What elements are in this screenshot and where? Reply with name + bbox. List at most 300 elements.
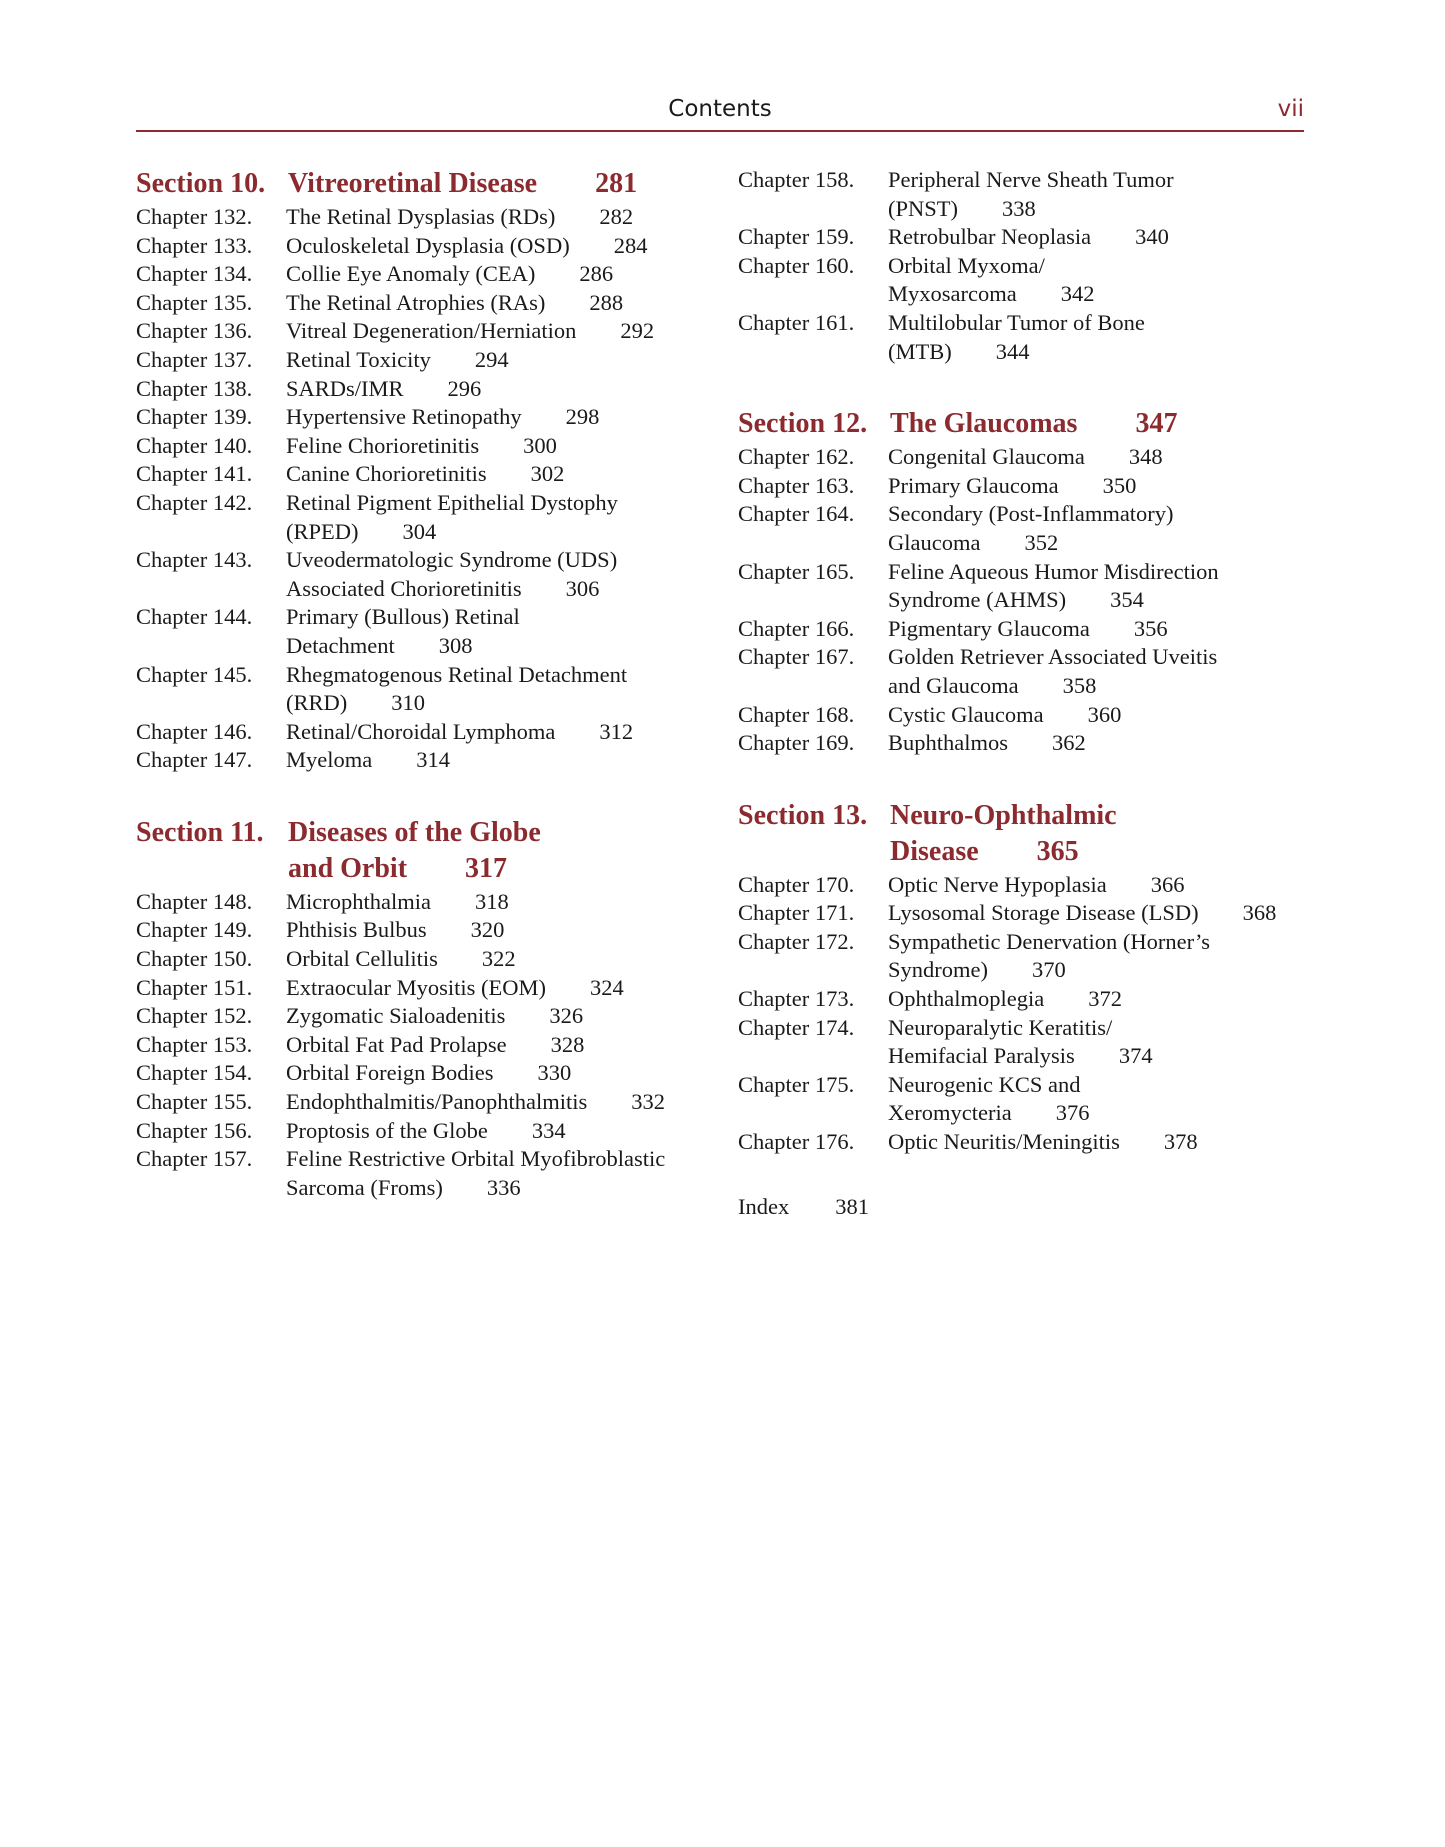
chapter-page-number: 332: [631, 1089, 665, 1115]
chapter-title: [888, 443, 1304, 472]
chapter-title: [286, 1088, 736, 1117]
title-text: Associated Chorioretinitis: [286, 575, 522, 601]
chapter-number: Chapter 173.: [738, 986, 855, 1012]
title-line: [888, 701, 1304, 730]
chapter-page-number: 314: [416, 747, 450, 773]
chapter-title: [888, 166, 1304, 223]
chapter-title: [888, 871, 1304, 900]
chapter-title: [286, 603, 736, 660]
chapter-number: Chapter 147.: [136, 747, 253, 773]
title-line: [286, 632, 736, 661]
chapter-page-number: 330: [537, 1060, 572, 1086]
title-text: SARDs/IMR: [286, 375, 404, 401]
toc-chapter-entry: [136, 460, 736, 489]
chapter-number: Chapter 137.: [136, 346, 253, 372]
title-text: and Glaucoma: [888, 672, 1019, 698]
title-line: [286, 489, 736, 518]
chapter-number: Chapter 166.: [738, 615, 855, 641]
toc-chapter-entry: [136, 432, 736, 461]
chapter-page-number: 304: [402, 518, 437, 544]
title-text: Feline Restrictive Orbital Myofibroblastic: [286, 1146, 666, 1172]
toc-chapter-entry: [738, 472, 1304, 501]
toc-index-entry: [738, 1193, 1304, 1222]
chapter-title: [888, 252, 1304, 309]
chapter-number: Chapter 149.: [136, 917, 253, 943]
chapter-title: [888, 643, 1304, 700]
chapter-title: [286, 1145, 736, 1202]
chapter-page-number: 376: [1055, 1100, 1090, 1126]
chapter-number: Chapter 157.: [136, 1146, 253, 1172]
title-line: [286, 888, 736, 917]
toc-section: [136, 815, 736, 1203]
chapter-title: [888, 500, 1304, 557]
chapter-page-number: 340: [1135, 224, 1169, 250]
chapter-page-number: 282: [599, 204, 634, 229]
title-line: [888, 871, 1304, 900]
chapter-title: [286, 203, 736, 232]
chapter-number: Chapter 158.: [738, 167, 855, 192]
chapter-page-number: 328: [550, 1031, 585, 1057]
title-text: Primary Glaucoma: [888, 472, 1059, 498]
chapter-number: Chapter 169.: [738, 730, 855, 756]
title-text: and Orbit: [288, 852, 408, 884]
title-text: Sarcoma (Froms): [286, 1174, 443, 1200]
title-text: Orbital Fat Pad Prolapse: [286, 1031, 507, 1057]
title-line: [888, 1071, 1304, 1100]
title-text: Cystic Glaucoma: [888, 701, 1044, 727]
title-line: [286, 916, 736, 945]
chapter-title: [286, 974, 736, 1003]
chapter-page-number: 300: [523, 432, 557, 458]
section-number: Section 12.: [738, 408, 868, 440]
chapter-page-number: 286: [579, 261, 614, 287]
title-text: Sympathetic Denervation (Horner’s: [888, 928, 1210, 954]
section-page-number: 347: [1135, 408, 1178, 440]
title-text: Ophthalmoplegia: [888, 986, 1045, 1012]
chapter-title: [286, 1002, 736, 1031]
chapter-number: Chapter 176.: [738, 1129, 855, 1155]
chapter-number: Chapter 150.: [136, 946, 253, 972]
title-text: Hypertensive Retinopathy: [286, 404, 522, 430]
toc-chapter-entry: [136, 974, 736, 1003]
title-line: [888, 338, 1304, 367]
title-line: [888, 1099, 1304, 1128]
chapter-page-number: 302: [530, 461, 565, 487]
chapter-page-number: 378: [1163, 1129, 1198, 1155]
title-text: Golden Retriever Associated Uveitis: [888, 644, 1218, 670]
title-text: Oculoskeletal Dysplasia (OSD): [286, 232, 570, 258]
page-title: Contents: [668, 96, 772, 122]
chapter-page-number: 366: [1150, 871, 1185, 897]
chapter-title: [888, 985, 1304, 1014]
chapter-page-number: 324: [589, 974, 624, 1000]
chapter-page-number: 348: [1128, 444, 1163, 470]
chapter-number: Chapter 168.: [738, 701, 855, 727]
title-text: Orbital Cellulitis: [286, 946, 438, 972]
title-line: [888, 985, 1304, 1014]
toc-chapter-entry: [738, 643, 1304, 700]
title-text: Myxosarcoma: [888, 281, 1017, 307]
chapter-number: Chapter 165.: [738, 558, 855, 584]
title-line: [888, 956, 1304, 985]
chapter-page-number: 284: [613, 232, 648, 258]
title-text: Vitreal Degeneration/Herniation: [286, 318, 577, 344]
toc-chapter-entry: [738, 701, 1304, 730]
title-text: Rhegmatogenous Retinal Detachment: [286, 661, 628, 687]
title-line: [286, 945, 736, 974]
chapter-number: Chapter 162.: [738, 444, 855, 470]
section-page-number: 365: [1036, 835, 1079, 867]
chapter-page-number: 306: [565, 575, 600, 601]
chapter-page-number: 374: [1118, 1043, 1153, 1069]
title-line: [286, 718, 736, 747]
toc-section: [136, 166, 736, 775]
chapter-page-number: 320: [470, 917, 505, 943]
title-line: [286, 1031, 736, 1060]
title-text: (MTB): [888, 338, 952, 364]
chapter-title: [888, 899, 1304, 928]
title-line: [888, 223, 1304, 252]
chapter-number: Chapter 161.: [738, 309, 855, 335]
title-line: [888, 615, 1304, 644]
toc-chapter-entry: [738, 558, 1304, 615]
toc-section: [738, 798, 1304, 1157]
section-heading: [738, 406, 1304, 442]
chapter-number: Chapter 146.: [136, 718, 253, 744]
toc-section: [738, 166, 1304, 366]
title-line: [288, 851, 736, 887]
title-text: Disease: [890, 835, 979, 867]
chapter-title: [286, 432, 736, 461]
title-line: [888, 252, 1304, 281]
title-line: [888, 472, 1304, 501]
title-text: Feline Chorioretinitis: [286, 432, 480, 458]
toc-chapter-entry: [136, 489, 736, 546]
title-line: [286, 575, 736, 604]
title-line: [286, 1088, 736, 1117]
section-number: Section 11.: [136, 816, 264, 848]
chapter-number: Chapter 152.: [136, 1003, 253, 1029]
toc-chapter-entry: [136, 317, 736, 346]
toc-chapter-entry: [136, 1088, 736, 1117]
toc-chapter-entry: [738, 615, 1304, 644]
title-line: [286, 403, 736, 432]
index-page-number: 381: [835, 1193, 869, 1219]
chapter-number: Chapter 156.: [136, 1117, 253, 1143]
section-title: [288, 815, 736, 887]
title-line: [286, 974, 736, 1003]
chapter-title: [286, 661, 736, 718]
toc-chapter-entry: [136, 260, 736, 289]
title-line: [288, 815, 736, 851]
toc-chapter-entry: [136, 916, 736, 945]
title-line: [286, 317, 736, 346]
toc-chapter-entry: [136, 718, 736, 747]
chapter-number: Chapter 163.: [738, 472, 855, 498]
title-line: [888, 443, 1304, 472]
chapter-title: [286, 888, 736, 917]
title-text: Neuro-Ophthalmic: [890, 799, 1117, 831]
chapter-page-number: 344: [995, 338, 1030, 364]
chapter-number: Chapter 135.: [136, 289, 253, 315]
title-text: Buphthalmos: [888, 730, 1009, 756]
title-line: [286, 1145, 736, 1174]
title-line: [888, 928, 1304, 957]
title-text: The Retinal Atrophies (RAs): [286, 289, 546, 315]
title-text: Extraocular Myositis (EOM): [286, 974, 546, 1000]
title-line: [888, 529, 1304, 558]
chapter-number: Chapter 151.: [136, 974, 253, 1000]
chapter-title: [888, 1128, 1304, 1157]
section-number: Section 10.: [136, 168, 266, 199]
title-text: Retrobulbar Neoplasia: [888, 224, 1092, 250]
section-heading: [136, 166, 736, 202]
section-page-number: 317: [465, 852, 508, 884]
chapter-number: Chapter 164.: [738, 501, 855, 527]
title-line: [888, 586, 1304, 615]
title-text: Retinal Toxicity: [286, 346, 431, 372]
title-line: [286, 432, 736, 461]
chapter-page-number: 362: [1052, 730, 1086, 756]
chapter-page-number: 312: [599, 718, 634, 744]
chapter-page-number: 310: [391, 690, 425, 716]
title-line: [888, 309, 1304, 338]
chapter-number: Chapter 145.: [136, 661, 253, 687]
chapter-title: [286, 1059, 736, 1088]
title-text: Phthisis Bulbus: [286, 917, 427, 943]
title-text: Vitreoretinal Disease: [288, 168, 538, 199]
chapter-page-number: 358: [1062, 672, 1097, 698]
toc-section: [738, 406, 1304, 758]
toc-chapter-entry: [136, 203, 736, 232]
chapter-title: [286, 718, 736, 747]
title-line: [888, 1128, 1304, 1157]
title-line: [286, 203, 736, 232]
toc-chapter-entry: [136, 603, 736, 660]
title-line: [286, 1117, 736, 1146]
chapter-title: [888, 729, 1304, 758]
title-text: Multilobular Tumor of Bone: [888, 309, 1145, 335]
toc-chapter-entry: [136, 403, 736, 432]
title-line: [888, 899, 1304, 928]
chapter-title: [888, 472, 1304, 501]
chapter-title: [286, 375, 736, 404]
title-text: Detachment: [286, 632, 395, 658]
section-title: [890, 798, 1304, 870]
title-line: [890, 798, 1304, 834]
chapter-page-number: 350: [1102, 472, 1137, 498]
title-line: [288, 166, 736, 202]
chapter-title: [286, 1117, 736, 1146]
toc-right-column: [738, 166, 1304, 1221]
chapter-number: Chapter 138.: [136, 375, 253, 401]
section-heading: [738, 798, 1304, 870]
title-text: The Glaucomas: [890, 408, 1078, 440]
chapter-title: [286, 1031, 736, 1060]
toc-chapter-entry: [136, 1031, 736, 1060]
toc-chapter-entry: [738, 899, 1304, 928]
chapter-number: Chapter 139.: [136, 404, 253, 430]
index-label: Index: [738, 1193, 790, 1219]
title-line: [286, 546, 736, 575]
title-line: [286, 1002, 736, 1031]
title-text: Orbital Myxoma/: [888, 252, 1045, 278]
title-text: Uveodermatologic Syndrome (UDS): [286, 547, 618, 573]
chapter-page-number: 294: [474, 346, 509, 372]
chapter-title: [286, 317, 736, 346]
title-text: Feline Aqueous Humor Misdirection: [888, 558, 1219, 584]
title-text: Primary (Bullous) Retinal: [286, 604, 520, 630]
section-title: [890, 406, 1304, 442]
title-text: Myeloma: [286, 747, 373, 773]
title-line: [888, 672, 1304, 701]
chapter-number: Chapter 133.: [136, 232, 253, 258]
chapter-number: Chapter 144.: [136, 604, 253, 630]
chapter-number: Chapter 154.: [136, 1060, 253, 1086]
section-number: Section 13.: [738, 799, 868, 831]
title-text: Xeromycteria: [888, 1100, 1012, 1126]
title-text: Retinal Pigment Epithelial Dystophy: [286, 489, 618, 515]
title-line: [286, 289, 736, 318]
toc-chapter-entry: [136, 346, 736, 375]
toc-chapter-entry: [738, 1128, 1304, 1157]
title-text: Peripheral Nerve Sheath Tumor: [888, 167, 1174, 192]
chapter-page-number: 352: [1024, 529, 1059, 555]
chapter-number: Chapter 148.: [136, 888, 253, 914]
chapter-title: [286, 232, 736, 261]
title-line: [286, 603, 736, 632]
toc-chapter-entry: [136, 945, 736, 974]
title-text: Syndrome (AHMS): [888, 587, 1067, 613]
page-header: [136, 92, 1304, 132]
title-text: Lysosomal Storage Disease (LSD): [888, 900, 1199, 926]
chapter-page-number: 318: [474, 888, 509, 914]
page-number: vii: [1277, 96, 1304, 122]
title-line: [888, 729, 1304, 758]
toc-chapter-entry: [136, 1145, 736, 1202]
toc-chapter-entry: [738, 985, 1304, 1014]
toc-chapter-entry: [136, 289, 736, 318]
chapter-number: Chapter 159.: [738, 224, 855, 250]
toc-left-column: [136, 166, 736, 1242]
toc-chapter-entry: [136, 888, 736, 917]
title-line: [890, 834, 1304, 870]
title-line: [286, 746, 736, 775]
chapter-page-number: 360: [1087, 701, 1122, 727]
chapter-title: [286, 260, 736, 289]
toc-chapter-entry: [738, 1071, 1304, 1128]
section-page-number: 281: [595, 168, 638, 199]
chapter-page-number: 298: [565, 404, 600, 430]
chapter-page-number: 326: [549, 1003, 584, 1029]
title-line: [888, 558, 1304, 587]
title-text: Secondary (Post-Inflammatory): [888, 501, 1174, 527]
chapter-title: [888, 701, 1304, 730]
toc-chapter-entry: [738, 252, 1304, 309]
chapter-number: Chapter 136.: [136, 318, 253, 344]
title-line: [286, 375, 736, 404]
chapter-page-number: 292: [620, 318, 655, 344]
chapter-number: Chapter 174.: [738, 1014, 855, 1040]
chapter-number: Chapter 155.: [136, 1089, 253, 1115]
title-text: Canine Chorioretinitis: [286, 461, 487, 487]
chapter-number: Chapter 132.: [136, 204, 253, 229]
chapter-page-number: 308: [438, 632, 473, 658]
chapter-number: Chapter 171.: [738, 900, 855, 926]
title-line: [286, 1174, 736, 1203]
toc-chapter-entry: [738, 443, 1304, 472]
chapter-number: Chapter 143.: [136, 547, 253, 573]
title-line: [888, 1042, 1304, 1071]
title-text: Glaucoma: [888, 529, 981, 555]
chapter-page-number: 288: [589, 289, 624, 315]
toc-chapter-entry: [738, 871, 1304, 900]
chapter-title: [286, 489, 736, 546]
chapter-number: Chapter 160.: [738, 252, 855, 278]
chapter-number: Chapter 167.: [738, 644, 855, 670]
title-text: Neurogenic KCS and: [888, 1071, 1081, 1097]
toc-chapter-entry: [738, 223, 1304, 252]
title-text: Microphthalmia: [286, 888, 431, 914]
chapter-page-number: 370: [1032, 957, 1066, 983]
toc-chapter-entry: [738, 166, 1304, 223]
title-line: [286, 689, 736, 718]
toc-chapter-entry: [738, 500, 1304, 557]
chapter-page-number: 342: [1060, 281, 1095, 307]
chapter-number: Chapter 140.: [136, 432, 253, 458]
chapter-number: Chapter 172.: [738, 928, 855, 954]
chapter-title: [286, 289, 736, 318]
chapter-title: [286, 916, 736, 945]
title-line: [890, 406, 1304, 442]
title-line: [888, 500, 1304, 529]
title-line: [286, 346, 736, 375]
chapter-number: Chapter 142.: [136, 489, 253, 515]
title-line: [286, 232, 736, 261]
toc-chapter-entry: [136, 546, 736, 603]
chapter-title: [888, 309, 1304, 366]
title-line: [888, 166, 1304, 195]
chapter-title: [286, 546, 736, 603]
chapter-title: [286, 460, 736, 489]
chapter-page-number: 338: [1002, 195, 1036, 221]
toc-chapter-entry: [738, 309, 1304, 366]
title-line: [286, 518, 736, 547]
title-line: [888, 643, 1304, 672]
title-text: Optic Nerve Hypoplasia: [888, 871, 1107, 897]
chapter-page-number: 356: [1133, 615, 1168, 641]
chapter-page-number: 354: [1110, 587, 1144, 613]
chapter-page-number: 322: [481, 946, 516, 972]
chapter-page-number: 296: [447, 375, 482, 401]
title-text: Neuroparalytic Keratitis/: [888, 1014, 1113, 1040]
chapter-title: [286, 346, 736, 375]
chapter-title: [286, 746, 736, 775]
chapter-page-number: 368: [1242, 900, 1277, 926]
title-line: [286, 1059, 736, 1088]
chapter-title: [888, 558, 1304, 615]
toc-chapter-entry: [136, 375, 736, 404]
chapter-page-number: 372: [1088, 986, 1122, 1012]
chapter-title: [286, 403, 736, 432]
title-text: Proptosis of the Globe: [286, 1117, 488, 1143]
toc-chapter-entry: [136, 661, 736, 718]
chapter-page-number: 336: [486, 1174, 521, 1200]
chapter-title: [888, 223, 1304, 252]
title-line: [286, 460, 736, 489]
toc-chapter-entry: [136, 1059, 736, 1088]
title-line: [888, 195, 1304, 224]
